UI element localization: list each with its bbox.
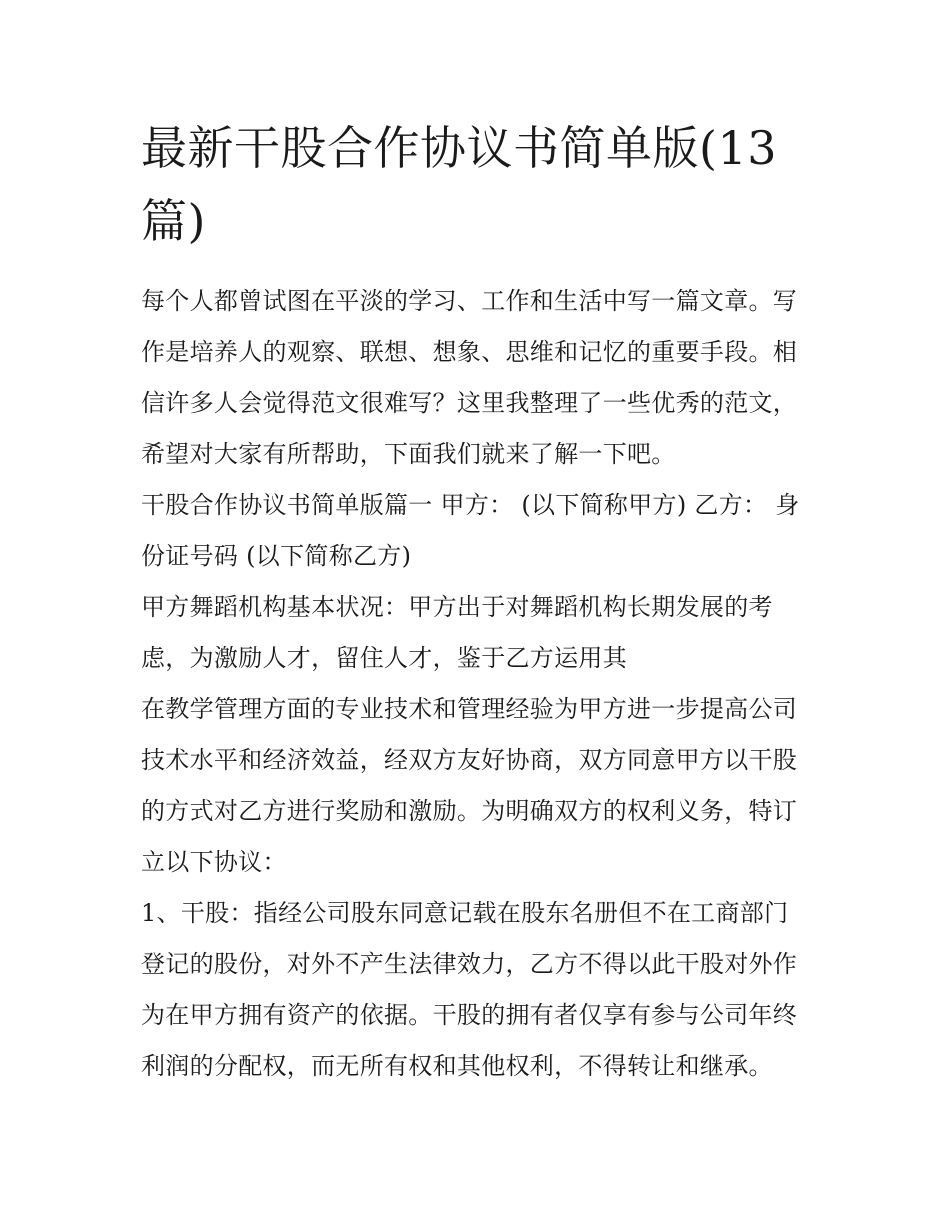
document-title <box>141 112 813 258</box>
background-paragraph <box>141 582 813 684</box>
clause-1-paragraph <box>141 888 813 1092</box>
paragraph-line: 技术水平和经济效益，经双方友好协商，双方同意甲方以干股 <box>141 746 798 774</box>
paragraph-line: 干股合作协议书简单版篇一 甲方： (以下简称甲方) 乙方： 身 <box>141 491 800 519</box>
paragraph-line: 的方式对乙方进行奖励和激励。为明确双方的权利义务，特订 <box>141 797 798 825</box>
paragraph-line: 信许多人会觉得范文很难写？这里我整理了一些优秀的范文， <box>141 389 798 417</box>
document-body <box>141 276 813 1092</box>
paragraph-line: 作是培养人的观察、联想、想象、思维和记忆的重要手段。相 <box>141 338 798 366</box>
paragraph-line: 利润的分配权，而无所有权和其他权利，不得转让和继承。 <box>141 1052 773 1080</box>
paragraph-line: 份证号码 (以下简称乙方) <box>141 542 412 570</box>
purpose-paragraph <box>141 684 813 888</box>
paragraph-line: 1、干股：指经公司股东同意记载在股东名册但不在工商部门 <box>141 899 789 927</box>
paragraph-line: 虑，为激励人才，留住人才，鉴于乙方运用其 <box>141 644 627 672</box>
title-line-2: 篇) <box>141 194 206 248</box>
parties-paragraph <box>141 480 813 582</box>
title-line-1: 最新干股合作协议书简单版(13 <box>141 121 777 175</box>
intro-paragraph <box>141 276 813 480</box>
paragraph-line: 立以下协议： <box>141 848 287 876</box>
paragraph-line: 希望对大家有所帮助，下面我们就来了解一下吧。 <box>141 440 676 468</box>
paragraph-line: 为在甲方拥有资产的依据。干股的拥有者仅享有参与公司年终 <box>141 1001 798 1029</box>
paragraph-line: 登记的股份，对外不产生法律效力，乙方不得以此干股对外作 <box>141 950 798 978</box>
paragraph-line: 每个人都曾试图在平淡的学习、工作和生活中写一篇文章。写 <box>141 287 798 315</box>
paragraph-line: 甲方舞蹈机构基本状况：甲方出于对舞蹈机构长期发展的考 <box>141 593 773 621</box>
document-page <box>141 112 813 1092</box>
paragraph-line: 在教学管理方面的专业技术和管理经验为甲方进一步提高公司 <box>141 695 798 723</box>
